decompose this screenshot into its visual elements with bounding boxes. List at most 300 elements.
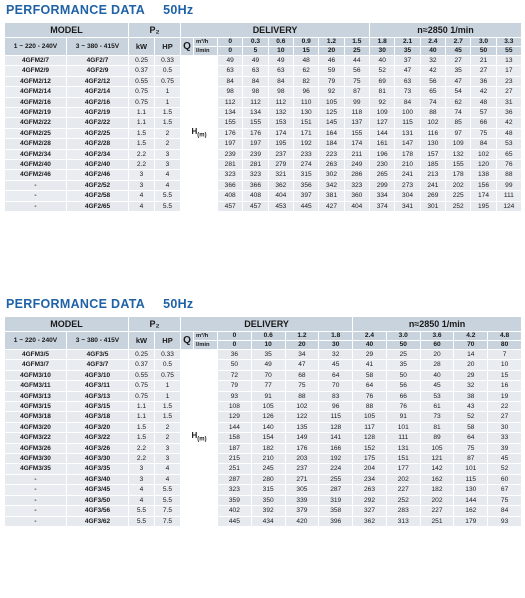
model-three-phase: 4GF2/16 — [67, 97, 129, 107]
header-row — [5, 317, 522, 332]
flow-m3h-value: 1.8 — [370, 38, 395, 47]
head-value: 327 — [353, 506, 387, 516]
head-value: 56 — [420, 76, 445, 86]
model-single-phase: - — [5, 516, 67, 526]
head-value: 215 — [218, 454, 252, 464]
power-hp: 5.5 — [155, 191, 181, 201]
power-kw: 5.5 — [129, 506, 155, 516]
flow-lmin-value: 20 — [285, 341, 319, 350]
table-row — [5, 76, 522, 86]
head-value: 49 — [268, 56, 293, 66]
head-value: 149 — [285, 433, 319, 443]
head-value: 77 — [251, 381, 285, 391]
model-single-phase: 4GFM2/22 — [5, 118, 67, 128]
head-value: 184 — [319, 139, 344, 149]
head-value: 17 — [496, 66, 521, 76]
head-value: 75 — [344, 76, 369, 86]
head-value: 281 — [218, 160, 243, 170]
head-value: 305 — [285, 485, 319, 495]
head-value: 25 — [386, 350, 420, 360]
head-value: 366 — [218, 180, 243, 190]
head-value: 178 — [395, 149, 420, 159]
head-value: 102 — [471, 149, 496, 159]
head-value: 44 — [344, 56, 369, 66]
head-value: 109 — [370, 108, 395, 118]
head-value: 89 — [420, 433, 454, 443]
head-value: 158 — [218, 433, 252, 443]
head-value: 342 — [319, 180, 344, 190]
flow-m3h-value: 3.6 — [420, 332, 454, 341]
head-value: 176 — [285, 443, 319, 453]
power-hp: 4 — [155, 170, 181, 180]
head-value: 74 — [446, 108, 471, 118]
head-value: 402 — [218, 506, 252, 516]
head-value: 304 — [395, 191, 420, 201]
head-value: 105 — [420, 443, 454, 453]
head-value: 427 — [319, 201, 344, 211]
model-single-phase: 4GFM3/18 — [5, 412, 67, 422]
head-value: 75 — [454, 443, 488, 453]
head-value: 63 — [243, 66, 268, 76]
head-value: 273 — [395, 180, 420, 190]
head-value: 96 — [319, 402, 353, 412]
head-value: 323 — [218, 170, 243, 180]
model-header: MODEL — [5, 23, 129, 38]
table-row — [5, 87, 522, 97]
head-value: 101 — [454, 464, 488, 474]
model-three-phase: 4GF2/12 — [67, 76, 129, 86]
power-hp: 4 — [155, 180, 181, 190]
table-row — [5, 454, 522, 464]
head-value: 91 — [386, 412, 420, 422]
head-value: 176 — [243, 128, 268, 138]
model-three-phase: 4GF2/40 — [67, 160, 129, 170]
power-hp: 7.5 — [155, 516, 181, 526]
head-value: 237 — [268, 149, 293, 159]
model-three-phase: 4GF2/28 — [67, 139, 129, 149]
head-value: 62 — [446, 97, 471, 107]
head-value: 105 — [251, 402, 285, 412]
power-hp: 3 — [155, 149, 181, 159]
head-value: 323 — [344, 180, 369, 190]
power-kw: 0.55 — [129, 370, 155, 380]
head-value: 269 — [420, 191, 445, 201]
q-header: Q — [181, 332, 194, 350]
head-value: 299 — [370, 180, 395, 190]
flow-m3h-value: 4.2 — [454, 332, 488, 341]
head-value: 40 — [370, 56, 395, 66]
model-single-phase: - — [5, 474, 67, 484]
flow-lmin-value: 45 — [446, 47, 471, 56]
head-value: 176 — [218, 128, 243, 138]
head-value: 50 — [386, 370, 420, 380]
head-value: 252 — [386, 495, 420, 505]
head-value: 117 — [353, 422, 387, 432]
model-single-phase: 4GFM2/14 — [5, 87, 67, 97]
power-kw: 4 — [129, 495, 155, 505]
head-label-cell — [181, 56, 218, 212]
table-row — [5, 516, 522, 526]
head-value: 70 — [251, 370, 285, 380]
flow-lmin-value: 40 — [353, 341, 387, 350]
power-hp: 1 — [155, 391, 181, 401]
power-kw: 4 — [129, 201, 155, 211]
head-value: 211 — [344, 149, 369, 159]
head-value: 14 — [454, 350, 488, 360]
head-value: 16 — [488, 381, 522, 391]
head-value: 392 — [251, 506, 285, 516]
head-value: 292 — [353, 495, 387, 505]
head-value: 57 — [471, 108, 496, 118]
power-hp: 1.5 — [155, 108, 181, 118]
head-value: 302 — [319, 170, 344, 180]
head-value: 132 — [446, 149, 471, 159]
hp-header: HP — [155, 332, 181, 350]
head-value: 213 — [420, 170, 445, 180]
head-value: 301 — [420, 201, 445, 211]
head-value: 263 — [353, 485, 387, 495]
head-value: 58 — [353, 370, 387, 380]
flow-lmin-value: 15 — [294, 47, 319, 56]
head-value: 144 — [218, 422, 252, 432]
head-value: 323 — [218, 485, 252, 495]
head-value: 65 — [420, 87, 445, 97]
head-value: 27 — [471, 66, 496, 76]
head-value: 453 — [268, 201, 293, 211]
head-value: 20 — [454, 360, 488, 370]
head-value: 120 — [471, 160, 496, 170]
model-three-phase: 4GF2/58 — [67, 191, 129, 201]
flow-lmin-value: 30 — [319, 341, 353, 350]
head-value: 171 — [294, 128, 319, 138]
flow-lmin-value: 80 — [488, 341, 522, 350]
power-kw: 4 — [129, 191, 155, 201]
head-value: 182 — [420, 485, 454, 495]
power-kw: 1.1 — [129, 118, 155, 128]
section-title-text: PERFORMANCE DATA — [6, 3, 146, 17]
head-value: 144 — [370, 128, 395, 138]
power-hp: 5.5 — [155, 201, 181, 211]
head-label: H — [191, 430, 198, 440]
section-frequency: 50Hz — [163, 297, 194, 311]
head-value: 339 — [285, 495, 319, 505]
flow-lmin-value: 50 — [386, 341, 420, 350]
head-value: 79 — [319, 76, 344, 86]
head-value: 34 — [285, 350, 319, 360]
power-hp: 0.5 — [155, 360, 181, 370]
head-value: 32 — [420, 56, 445, 66]
head-value: 287 — [218, 474, 252, 484]
table-row — [5, 180, 522, 190]
head-value: 210 — [395, 160, 420, 170]
head-value: 233 — [294, 149, 319, 159]
head-value: 130 — [294, 108, 319, 118]
head-value: 151 — [386, 454, 420, 464]
head-value: 147 — [395, 139, 420, 149]
head-value: 70 — [319, 381, 353, 391]
head-value: 155 — [446, 160, 471, 170]
model-three-phase: 4GF3/62 — [67, 516, 129, 526]
head-value: 404 — [344, 201, 369, 211]
single-phase-header: 1 ~ 220 - 240V — [5, 38, 67, 56]
model-three-phase: 4GF3/26 — [67, 443, 129, 453]
three-phase-header: 3 ~ 380 - 415V — [67, 38, 129, 56]
head-value: 112 — [268, 97, 293, 107]
head-value: 445 — [218, 516, 252, 526]
power-kw: 1.1 — [129, 412, 155, 422]
power-hp: 2 — [155, 139, 181, 149]
table-row — [5, 360, 522, 370]
flow-m3h-value: 1.5 — [344, 38, 369, 47]
head-value: 48 — [294, 56, 319, 66]
head-value: 36 — [218, 350, 252, 360]
head-value: 49 — [243, 56, 268, 66]
head-value: 195 — [471, 201, 496, 211]
power-kw: 4 — [129, 485, 155, 495]
power-kw: 0.37 — [129, 360, 155, 370]
head-value: 154 — [251, 433, 285, 443]
flow-lmin-value: 60 — [420, 341, 454, 350]
model-three-phase: 4GF3/13 — [67, 391, 129, 401]
head-value: 85 — [446, 118, 471, 128]
model-single-phase: 4GFM2/28 — [5, 139, 67, 149]
head-value: 42 — [471, 87, 496, 97]
head-value: 102 — [420, 118, 445, 128]
flow-lmin-value: 0 — [218, 341, 252, 350]
model-three-phase: 4GF3/35 — [67, 464, 129, 474]
head-value: 185 — [420, 160, 445, 170]
head-value: 40 — [420, 370, 454, 380]
head-value: 313 — [386, 516, 420, 526]
power-kw: 1.5 — [129, 433, 155, 443]
head-value: 408 — [243, 191, 268, 201]
head-value: 197 — [218, 139, 243, 149]
head-value: 61 — [420, 402, 454, 412]
head-value: 122 — [285, 412, 319, 422]
power-kw: 0.25 — [129, 350, 155, 360]
flow-m3h-value: 2.7 — [446, 38, 471, 47]
head-value: 84 — [471, 139, 496, 149]
head-value: 138 — [471, 170, 496, 180]
flow-m3h-row — [5, 38, 522, 47]
power-hp: 5.5 — [155, 485, 181, 495]
performance-table-2 — [4, 316, 522, 527]
delivery-header: DELIVERY — [181, 317, 353, 332]
model-single-phase: 4GFM3/7 — [5, 360, 67, 370]
head-value: 65 — [496, 149, 521, 159]
head-value: 249 — [344, 160, 369, 170]
head-value: 69 — [370, 76, 395, 86]
head-value: 32 — [454, 381, 488, 391]
head-value: 54 — [446, 87, 471, 97]
head-value: 76 — [386, 402, 420, 412]
model-single-phase: 4GFM3/15 — [5, 402, 67, 412]
head-value: 130 — [420, 139, 445, 149]
model-three-phase: 4GF3/7 — [67, 360, 129, 370]
table-row — [5, 108, 522, 118]
head-value: 230 — [370, 160, 395, 170]
head-value: 182 — [251, 443, 285, 453]
head-value: 105 — [353, 412, 387, 422]
power-hp: 1.5 — [155, 412, 181, 422]
flow-m3h-value: 0 — [218, 38, 243, 47]
head-value: 157 — [420, 149, 445, 159]
delivery-header: DELIVERY — [181, 23, 370, 38]
head-value: 109 — [446, 139, 471, 149]
flow-lmin-value: 35 — [395, 47, 420, 56]
head-value: 241 — [420, 180, 445, 190]
head-value: 239 — [218, 149, 243, 159]
table-row — [5, 139, 522, 149]
head-value: 56 — [386, 381, 420, 391]
head-value: 73 — [395, 87, 420, 97]
flow-m3h-value: 2.4 — [353, 332, 387, 341]
head-value: 134 — [243, 108, 268, 118]
table-row — [5, 506, 522, 516]
head-value: 234 — [353, 474, 387, 484]
three-phase-header: 3 ~ 380 - 415V — [67, 332, 129, 350]
head-value: 202 — [386, 474, 420, 484]
head-value: 63 — [218, 66, 243, 76]
model-three-phase: 4GF3/5 — [67, 350, 129, 360]
table-row — [5, 170, 522, 180]
head-value: 130 — [454, 485, 488, 495]
head-value: 408 — [218, 191, 243, 201]
head-value: 96 — [294, 87, 319, 97]
head-value: 68 — [285, 370, 319, 380]
power-kw: 1.5 — [129, 128, 155, 138]
head-value: 98 — [243, 87, 268, 97]
head-value: 156 — [471, 180, 496, 190]
power-kw: 0.37 — [129, 66, 155, 76]
head-value: 121 — [420, 454, 454, 464]
head-value: 144 — [454, 495, 488, 505]
head-value: 30 — [488, 422, 522, 432]
head-value: 10 — [488, 360, 522, 370]
table-row — [5, 474, 522, 484]
head-value: 20 — [420, 350, 454, 360]
power-hp: 7.5 — [155, 506, 181, 516]
head-value: 179 — [454, 516, 488, 526]
head-value: 115 — [395, 118, 420, 128]
head-value: 187 — [218, 443, 252, 453]
head-unit: (m) — [197, 436, 207, 443]
model-single-phase: 4GFM2/19 — [5, 108, 67, 118]
power-hp: 3 — [155, 454, 181, 464]
head-value: 52 — [370, 66, 395, 76]
flow-m3h-value: 0.6 — [251, 332, 285, 341]
model-single-phase: 4GFM3/13 — [5, 391, 67, 401]
power-hp: 1.5 — [155, 402, 181, 412]
head-value: 91 — [251, 391, 285, 401]
model-three-phase: 4GF3/30 — [67, 454, 129, 464]
head-value: 178 — [446, 170, 471, 180]
head-value: 128 — [319, 422, 353, 432]
power-kw: 0.75 — [129, 87, 155, 97]
head-value: 321 — [268, 170, 293, 180]
table-row — [5, 485, 522, 495]
head-value: 27 — [496, 87, 521, 97]
head-value: 43 — [454, 402, 488, 412]
head-value: 457 — [218, 201, 243, 211]
head-value: 252 — [446, 201, 471, 211]
head-value: 224 — [319, 464, 353, 474]
power-kw: 0.75 — [129, 381, 155, 391]
model-single-phase: 4GFM3/26 — [5, 443, 67, 453]
head-value: 49 — [251, 360, 285, 370]
head-value: 341 — [395, 201, 420, 211]
head-value: 84 — [243, 76, 268, 86]
head-value: 42 — [496, 118, 521, 128]
head-value: 35 — [251, 350, 285, 360]
head-value: 92 — [370, 97, 395, 107]
table-row — [5, 370, 522, 380]
power-kw: 5.5 — [129, 516, 155, 526]
head-value: 202 — [420, 495, 454, 505]
head-value: 101 — [386, 422, 420, 432]
head-value: 274 — [294, 160, 319, 170]
model-three-phase: 4GF2/34 — [67, 149, 129, 159]
head-value: 88 — [420, 108, 445, 118]
head-value: 241 — [395, 170, 420, 180]
section-title — [4, 2, 521, 18]
head-value: 225 — [446, 191, 471, 201]
head-value: 100 — [395, 108, 420, 118]
head-label: H — [191, 126, 198, 136]
head-value: 227 — [420, 506, 454, 516]
power-kw: 0.75 — [129, 391, 155, 401]
head-value: 404 — [268, 191, 293, 201]
head-value: 47 — [395, 66, 420, 76]
power-kw: 1.5 — [129, 139, 155, 149]
head-value: 93 — [488, 516, 522, 526]
head-value: 115 — [319, 412, 353, 422]
table-row — [5, 381, 522, 391]
model-single-phase: - — [5, 506, 67, 516]
head-value: 110 — [294, 97, 319, 107]
head-value: 53 — [496, 139, 521, 149]
model-single-phase: 4GFM3/10 — [5, 370, 67, 380]
model-three-phase: 4GF2/7 — [67, 56, 129, 66]
head-value: 108 — [218, 402, 252, 412]
head-value: 19 — [488, 391, 522, 401]
speed-header: n≈2850 1/min — [353, 317, 522, 332]
head-value: 37 — [395, 56, 420, 66]
model-single-phase: - — [5, 495, 67, 505]
hp-header: HP — [155, 38, 181, 56]
head-value: 76 — [496, 160, 521, 170]
power-hp: 3 — [155, 160, 181, 170]
head-value: 152 — [353, 443, 387, 453]
flow-m3h-value: 1.8 — [319, 332, 353, 341]
model-three-phase: 4GF3/50 — [67, 495, 129, 505]
power-hp: 3 — [155, 443, 181, 453]
model-single-phase: 4GFM2/16 — [5, 97, 67, 107]
head-value: 203 — [285, 454, 319, 464]
head-value: 319 — [319, 495, 353, 505]
table-row — [5, 433, 522, 443]
power-hp: 1 — [155, 381, 181, 391]
head-value: 102 — [285, 402, 319, 412]
head-value: 164 — [319, 128, 344, 138]
head-value: 142 — [420, 464, 454, 474]
head-value: 115 — [454, 474, 488, 484]
table-row — [5, 191, 522, 201]
head-value: 223 — [319, 149, 344, 159]
head-value: 87 — [344, 87, 369, 97]
head-value: 47 — [285, 360, 319, 370]
head-value: 63 — [395, 76, 420, 86]
